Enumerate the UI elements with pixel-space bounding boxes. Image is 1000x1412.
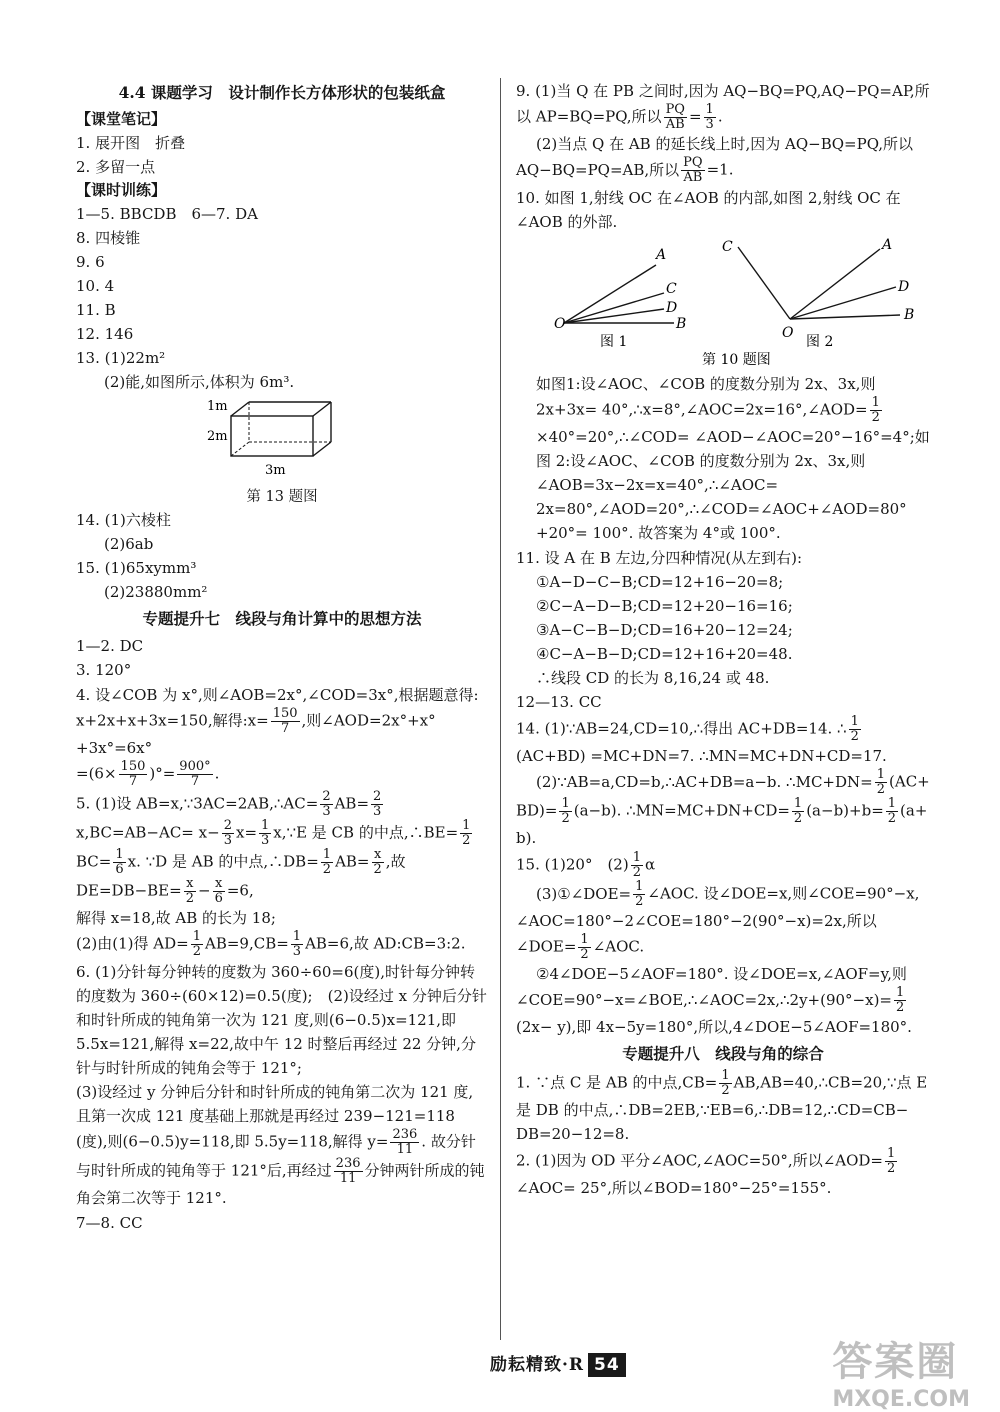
fraction: $\frac{1}{2}$ [850,714,859,744]
s8-q1: 1. ∵点 C 是 AB 的中点,CB= $\frac{1}{2}$ AB,AB=40,∴CB=20,∵点 E 是 DB 的中点,∴DB=2EB,∵EB=6,∴DB=12,∴CD=CB− DB=20−12=8. [516,1068,928,1143]
q11-line: ③A−C−B−D;CD=16+20−12=24; [536,621,793,639]
figure-2 [722,237,914,350]
fig2-label: O [782,325,794,341]
fraction: $\frac{236}{11}$ [392,1127,418,1157]
figure-1 [554,247,686,350]
fig2-label: D [898,279,910,295]
fraction: $\frac{1}{2}$ [632,850,641,880]
fig1-label: A [656,247,667,263]
section-title-8: 专题提升八 线段与角的综合 [622,1044,824,1063]
fraction: $\frac{1}{2}$ [721,1068,730,1098]
answer-line: 7—8. CC [76,1214,143,1232]
q14-solution: 14. (1)∵AB=24,CD=10,∴得出 AC+DB=14. ∴ $\frac{1}{2}$ (AC+BD) =MC+DN=7. ∴MN=MC+DN+CD=17. (2)∵AB=a,CD=b,∴AC+DB=a−b. ∴MC+DN= $\frac{1}{2}$ (AC+ BD)= $\frac{1}{2}$ (a−b). ∴MN=MC+DN+CD= $\frac{1}{2}$ (a−b)+b= $\frac{1}{2}$ (a+ b). [516,714,930,847]
box-width-label: 2m [207,429,228,444]
answer-line: (2)能,如图所示,体积为 6m³. [104,373,295,391]
fraction: $\frac{1}{3}$ [261,818,270,848]
fig2-label: B [904,307,915,323]
fraction: $\frac{1}{2}$ [462,818,471,848]
right-column [516,78,930,1201]
answer-line: 13. (1)22m² [76,349,166,367]
q11-line: ④C−A−B−D;CD=12+16+20=48. [536,645,793,663]
q10-solution: 如图1:设∠AOC、∠COB 的度数分别为 2x、3x,则 2x+3x= 40°,∴x=8°,∠AOC=2x=16°,∠AOD= $\frac{1}{2}$ ×40°=20°,∴∠COD= ∠AOD−∠AOC=20°−16°=4°;如图 2:设∠AOC、∠COB 的度数分别为 2x、3x,则∠AOB=3x−2x=x=40°,∴∠AOC= 2x=80°,∠AOD=20°,∴∠COD=∠AOC+∠AOD=80°+20°= 100°. 故答案为 4°或 100°. [536,375,930,542]
section-title-4-4: 4.4 课题学习 设计制作长方体形状的包装纸盒 [118,83,446,102]
fraction: $\frac{2}{3}$ [223,818,232,848]
fig1-label: D [666,300,678,316]
fraction: $\frac{1}{2}$ [192,929,201,959]
answer-line: 14. (1)六棱柱 [76,511,171,529]
watermark [832,1330,970,1412]
fraction: $\frac{150}{7}$ [120,759,146,789]
answer-line: 10. 4 [76,277,115,295]
answer-line: 3. 120° [76,661,132,679]
q6-solution: 6. (1)分针每分钟转的度数为 360÷60=6(度),时针每分钟转的度数为 360÷(60×12)=0.5(度); (2)设经过 x 分钟后分针和时针所成的钝角第一次为 121 度,则(6−0.5)x=121,即 5.5x=121,解得 x=22,故中午 12 时整后再经过 22 分钟,分针与时针所成的钝角会等于 121°; (3)设经过 y 分钟后分针和时针所成的钝角第二次为 121 度,且第一次成 121 度基础上那就是再经过 239−121=118 (度),则(6−0.5)y=118,即 5.5y=118,解得 y= $\frac{236}{11}$ . 故分针与时针所成的钝角等于 121°后,再经过 $\frac{236}{11}$ 分钟两针所成的钝角会第二次等于 121°. [76,963,487,1207]
fraction: $\frac{1}{3}$ [292,929,302,959]
q11-line: ①A−D−C−B;CD=12+16−20=8; [536,573,784,591]
answer-line: 11. B [76,301,116,319]
fraction: $\frac{x}{2}$ [185,876,194,906]
page-footer [490,1350,626,1377]
answer-line: 15. (1)65xymm³ [76,559,197,577]
fraction: $\frac{1}{2}$ [887,796,897,826]
fraction: $\frac{PQ}{AB}$ [665,102,685,132]
fig1-label: O [554,316,566,332]
fraction: $\frac{1}{2}$ [635,879,644,909]
box-figure [207,394,357,486]
fraction: $\frac{900^\circ}{7}$ [179,759,211,789]
fraction: $\frac{PQ}{AB}$ [683,155,703,185]
box-height-label: 1m [207,399,228,414]
fig1-caption: 图 1 [600,334,628,350]
watermark-logo: 答案圈 [832,1339,959,1385]
notes-line: 2. 多留一点 [76,158,156,176]
fig2-caption: 图 2 [806,334,834,350]
fraction: $\frac{1}{2}$ [876,767,886,797]
column-divider [500,78,501,1340]
fig2-label: C [722,239,733,255]
q5-solution: 5. (1)设 AB=x,∵3AC=2AB,∴AC= $\frac{2}{3}$ AB= $\frac{2}{3}$ x,BC=AB−AC= x− $\frac{2}{3}$ x= $\frac{1}{3}$ x,∵E 是 CB 的中点,∴BE= $\frac{1}{2}$ BC= $\frac{1}{6}$ x. ∵D 是 AB 的中点,∴DB= $\frac{1}{2}$ AB= $\frac{x}{2}$ ,故 DE=DB−BE= $\frac{x}{2}$ − $\frac{x}{6}$ =6, 解得 x=18,故 AB 的长为 18; (2)由(1)得 AD= $\frac{1}{2}$ AB=9,CB= $\frac{1}{3}$ AB=6,故 AD:CB=3:2. [76,789,471,959]
fraction: $\frac{2}{3}$ [322,789,331,819]
s8-q2: 2. (1)因为 OD 平分∠AOC,∠AOC=50°,所以∠AOD= $\frac{1}{2}$ ∠AOC= 25°,所以∠BOD=180°−25°=155°. [516,1146,896,1197]
answer-line: (2)6ab [104,535,154,553]
fraction: $\frac{150}{7}$ [272,706,298,736]
answer-line: 12. 146 [76,325,134,343]
watermark-url: MXQE.COM [832,1387,970,1412]
fraction: $\frac{236}{11}$ [335,1156,361,1186]
page-number: 54 [588,1353,626,1377]
q9-solution: 9. (1)当 Q 在 PB 之间时,因为 AQ−BQ=PQ,AQ−PQ=AP,所以 AP=BQ=PQ,所以 $\frac{PQ}{AB}$ = $\frac{1}{3}$ . (2)当点 Q 在 AB 的延长线上时,因为 AQ−BQ=PQ,所以 AQ−BQ=PQ=AB,所以 $\frac{PQ}{AB}$ =1. [516,82,930,185]
answer-line: 1—5. BBCDB 6—7. DA [76,205,258,223]
answer-line: (2)23880mm² [104,583,208,601]
answer-line: 12—13. CC [516,693,602,711]
q11-line: 11. 设 A 在 B 左边,分四种情况(从左到右): [516,549,803,567]
figure-10-caption: 第 10 题图 [702,352,771,367]
fraction: $\frac{x}{6}$ [214,876,223,906]
box-length-label: 3m [265,463,286,478]
fraction: $\frac{2}{3}$ [373,789,382,819]
fraction: $\frac{1}{6}$ [115,847,124,877]
answer-line: 8. 四棱锥 [76,229,141,247]
fraction: $\frac{1}{2}$ [793,796,803,826]
fraction: $\frac{1}{2}$ [887,1146,896,1176]
fig1-label: C [666,281,677,297]
fraction: $\frac{1}{3}$ [705,102,714,132]
figure-13-caption: 第 13 题图 [246,489,318,505]
fraction: $\frac{x}{2}$ [373,847,382,877]
q11-line: ∴线段 CD 的长为 8,16,24 或 48. [536,669,770,687]
notes-heading: 【课堂笔记】 [76,110,167,128]
q4-solution: 4. 设∠COB 为 x°,则∠AOB=2x°,∠COD=3x°,根据题意得: x+2x+x+3x=150,解得:x= $\frac{150}{7}$ ,则∠AOD=2x°+x°+3x°=6x° =(6× $\frac{150}{7}$ )°= $\frac{900^\circ}{7}$ . [76,686,479,789]
fig2-label: A [882,237,893,253]
answer-line: 9. 6 [76,253,105,271]
notes-line: 1. 展开图 折叠 [76,134,186,152]
fig1-label: B [676,316,687,332]
training-heading: 【课时训练】 [76,181,167,199]
answer-line: 1—2. DC [76,637,144,655]
q10-text: 10. 如图 1,射线 OC 在∠AOB 的内部,如图 2,射线 OC 在∠AOB 的外部. [516,189,901,231]
fraction: $\frac{1}{2}$ [561,796,570,826]
figure-10 [516,235,930,367]
q15-solution: 15. (1)20° (2) $\frac{1}{2}$ α (3)①∠DOE= $\frac{1}{2}$ ∠AOC. 设∠DOE=x,则∠COE=90°−x, ∠AOC=180°−2∠COE=180°−2(90°−x)=2x,所以∠DOE= $\frac{1}{2}$ ∠AOC. ②4∠DOE−5∠AOF=180°. 设∠DOE=x,∠AOF=y,则 ∠COE=90°−x=∠BOE,∴∠AOC=2x,∴2y+(90°−x)= $\frac{1}{2}$ (2x− y),即 4x−5y=180°,所以,4∠DOE−5∠AOF=180°. [516,850,920,1036]
section-title-7: 专题提升七 线段与角计算中的思想方法 [142,609,422,628]
footer-brand: 励耘精致·R [490,1355,585,1375]
q11-line: ②C−A−D−B;CD=12+20−16=16; [536,597,793,615]
fraction: $\frac{1}{2}$ [871,395,880,425]
fraction: $\frac{1}{2}$ [322,847,332,877]
left-column [76,78,488,1235]
fraction: $\frac{1}{2}$ [896,985,905,1015]
fraction: $\frac{1}{2}$ [580,932,589,962]
